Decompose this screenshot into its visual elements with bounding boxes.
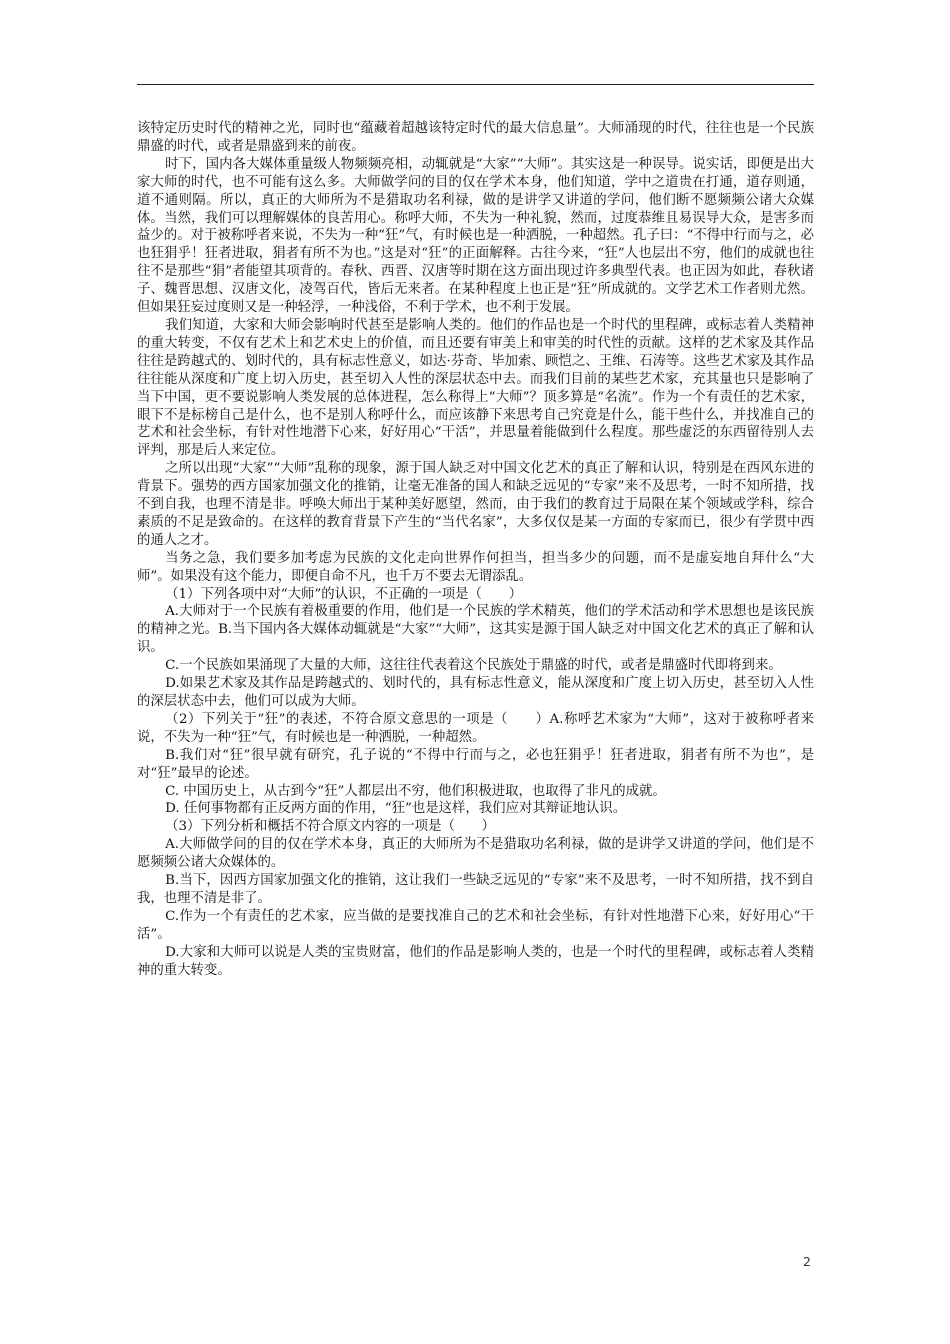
paragraph: （3）下列分析和概括不符合原文内容的一项是（ ） <box>165 819 496 835</box>
paragraph: D.如果艺术家及其作品是跨越式的、划时代的，具有标志性意义，能从深度和广度上切入历史，甚至切入人性的深层状态中去，他们可以成为大师。 <box>137 676 814 709</box>
paragraph: B.当下，因西方国家加强文化的推销，这让我们一些缺乏远见的“专家”来不及思考，一时不知所措，找不到自我，也理不清是非了。 <box>137 873 814 906</box>
paragraph: 当务之急，我们要多加考虑为民族的文化走向世界作何担当，担当多少的问题，而不是虚妄地自拜什么“大师”。如果没有这个能力，即便自命不凡，也千万不要去无谓添乱。 <box>137 550 814 584</box>
paragraph: D. 任何事物都有正反两方面的作用，“狂”也是这样，我们应对其辩证地认识。 <box>165 801 627 817</box>
paragraph: A.大师做学问的目的仅在学术本身，真正的大师所为不是猎取功名利禄，做的是讲学又讲道的学问，他们是不愿频频公诸大众媒体的。 <box>137 837 814 871</box>
paragraph: C.一个民族如果涌现了大量的大师，这往往代表着这个民族处于鼎盛的时代，或者是鼎盛时代即将到来。 <box>165 658 782 674</box>
paragraph: C.作为一个有责任的艺术家，应当做的是要找准自己的艺术和社会坐标，有针对性地潜下心来，好好用心“干活”。 <box>137 908 814 942</box>
paragraph: 我们知道，大家和大师会影响时代甚至是影响人类的。他们的作品也是一个时代的里程碑，或标志着人类精神的重大转变，不仅有艺术上和艺术史上的价值，而且还要有审美上和审美的时代性的贡献。这样的艺术家及其作品往往是跨越式的、划时代的，具有标志性意义，如达·芬奇、毕加索、顾恺之、王维、石涛等。这些艺术家及其作品往往能从深度和广度上切入历史，甚至切入人性的深层状态中去。而我们目前的某些艺术家，充其量也只是影响了当下中国，更不要说影响人类发展的总体进程，怎么称得上“大师”？顶多算是“名流”。作为一个有责任的艺术家，眼下不是标榜自己是什么，也不是别人称呼什么，而应该静下来思考自己究竟是什么，能干些什么，并找准自己的艺术和社会坐标，有针对性地潜下心来，好好用心“干活”，并思量着能做到什么程度。那些虚泛的东西留待别人去评判，那是后人来定位。 <box>137 317 814 459</box>
paragraph: C. 中国历史上，从古到今“狂”人都层出不穷，他们积极进取，也取得了非凡的成就。 <box>165 783 666 799</box>
paragraph: D.大家和大师可以说是人类的宝贵财富，他们的作品是影响人类的，也是一个时代的里程碑，或标志着人类精神的重大转变。 <box>137 944 814 978</box>
header-rule <box>137 84 814 85</box>
document-body <box>137 120 814 980</box>
paragraph: B.我们对“狂”很早就有研究，孔子说的“不得中行而与之，必也狂狷乎！狂者进取，狷者有所不为也”，是对“狂”最早的论述。 <box>137 747 814 781</box>
paragraph: 之所以出现“大家”“大师”乱称的现象，源于国人缺乏对中国文化艺术的真正了解和认识，特别是在西风东进的背景下。强势的西方国家加强文化的推销，让毫无准备的国人和缺乏远见的“专家”来不及思考，一时不知所措，找不到自我，也理不清是非。呼唤大师出于某种美好愿望，然而，由于我们的教育过于局限在某个领域或学科，综合素质的不足是致命的。在这样的教育背景下产生的“当代名家”，大多仅仅是某一方面的专家而已，很少有学贯中西的通人之才。 <box>137 461 814 548</box>
paragraph: （2）下列关于“狂”的表述，不符合原文意思的一项是（ ）A.称呼艺术家为“大师”，这对于被称呼者来说，不失为一种“狂”气，有时候也是一种洒脱，一种超然。 <box>137 711 814 745</box>
page-number: 2 <box>803 1254 811 1269</box>
paragraph: A.大师对于一个民族有着极重要的作用，他们是一个民族的学术精英，他们的学术活动和学术思想也是该民族的精神之光。B.当下国内各大媒体动辄就是“大家”“大师”，这其实是源于国人缺乏对中国文化艺术的真正了解和认识。 <box>137 604 814 656</box>
paragraph: 时下，国内各大媒体重量级人物频频亮相，动辄就是“大家”“大师”。其实这是一种误导。说实话，即便是出大家大师的时代，也不可能有这么多。大师做学问的目的仅在学术本身，他们知道，学中之道贵在打通，道存则通，道不通则隔。所以，真正的大师所为不是猎取功名利禄，做的是讲学又讲道的学问，他们断不愿频频公诸大众媒体。当然，我们可以理解媒体的良苦用心。称呼大师，不失为一种礼貌，然而，过度恭维且易误导大众，是害多而益少的。对于被称呼者来说，不失为一种“狂”气，有时候也是一种洒脱，一种超然。孔子曰：“不得中行而与之，必也狂狷乎！狂者进取，狷者有所不为也。”这是对“狂”的正面解释。古往今来，“狂”人也层出不穷，他们的成就也往往不是那些“狷”者能望其项背的。春秋、西晋、汉唐等时期在这方面出现过许多典型代表。也正因为如此，春秋诸子、魏晋思想、汉唐文化，凌驾百代，皆后无来者。在某种程度上也正是“狂”所成就的。文学艺术工作者则尤然。但如果狂妄过度则又是一种轻浮，一种浅俗，不利于学术，也不利于发展。 <box>137 156 814 316</box>
paragraph: 该特定历史时代的精神之光，同时也“蕴藏着超越该特定时代的最大信息量”。大师涌现的时代，往往也是一个民族鼎盛的时代，或者是鼎盛到来的前夜。 <box>137 121 814 154</box>
paragraph: （1）下列各项中对“大师”的认识，不正确的一项是（ ） <box>165 586 523 602</box>
